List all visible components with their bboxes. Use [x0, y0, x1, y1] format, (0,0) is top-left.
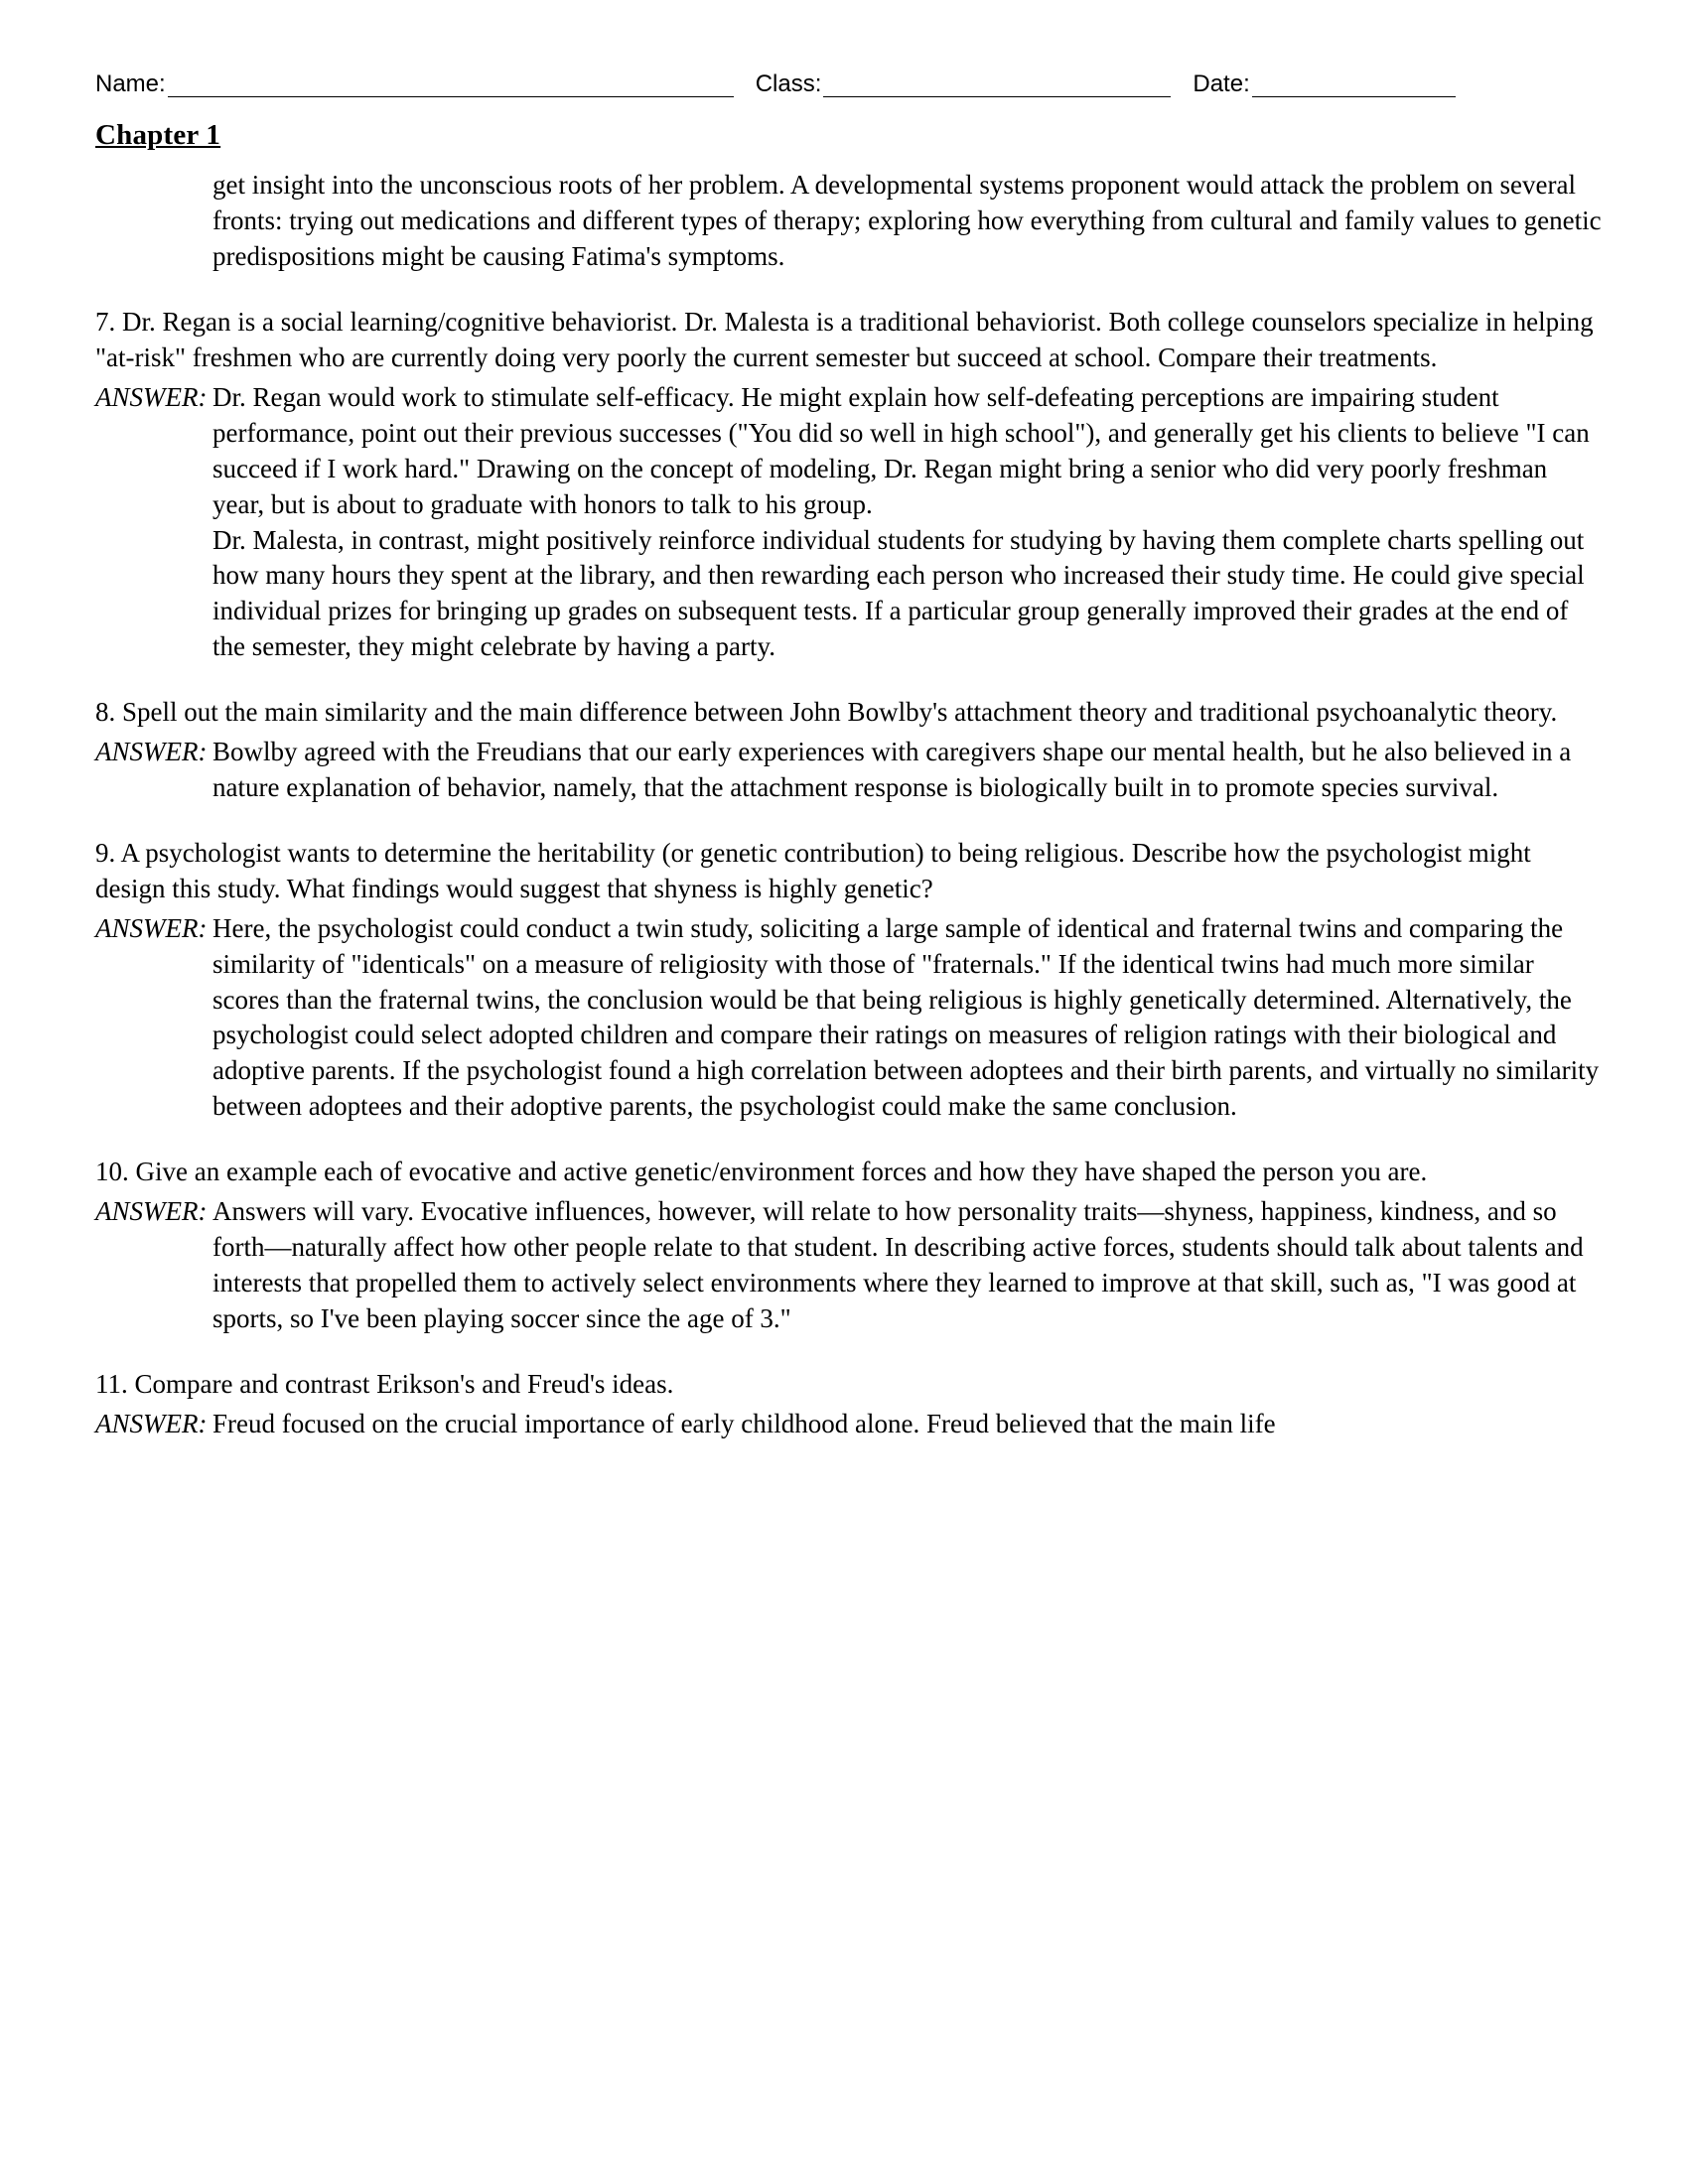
answer-paragraph: Answers will vary. Evocative influences, however, will relate to how personality traits—shyness, happiness, kindness, and so forth—naturally affect how other people relate to that student. In describing active forces, students should talk about talents and interests that propelled them to actively select environments where they learned to improve at that skill, such as, "I was good at sports, so I've been playing soccer since the age of 3." — [212, 1196, 1584, 1333]
answer-paragraph: Freud focused on the crucial importance of early childhood alone. Freud believed that the main life — [212, 1408, 1276, 1438]
continuation-paragraph: get insight into the unconscious roots of her problem. A developmental systems proponent would attack the problem on several fronts: trying out medications and different types of therapy; exploring how everything from cultural and family values to genetic predispositions might be causing Fatima's symptoms. — [212, 170, 1602, 272]
class-label: Class: — [755, 70, 822, 97]
question-text: 8. Spell out the main similarity and the main difference between John Bowlby's attachment theory and traditional psychoanalytic theory. — [95, 697, 1558, 728]
answer-label: ANSWER: — [95, 1408, 208, 1438]
name-input-line[interactable] — [168, 76, 734, 97]
answer-row — [95, 735, 1605, 806]
answer-label: ANSWER: — [95, 737, 208, 767]
chapter-title: Chapter 1 — [95, 119, 221, 152]
answer-row — [95, 380, 1605, 665]
question-text: 9. A psychologist wants to determine the heritability (or genetic contribution) to being religious. Describe how the psychologist might design this study. What findings would suggest that shyness is highly genetic? — [95, 837, 1531, 903]
answer-label: ANSWER: — [95, 381, 208, 412]
answer-row — [95, 911, 1605, 1125]
question-item-9 — [95, 836, 1605, 1125]
question-item-10 — [95, 1155, 1605, 1337]
answer-row — [95, 1194, 1605, 1337]
question-item-8 — [95, 695, 1605, 806]
name-label: Name: — [95, 70, 166, 97]
answer-paragraph: Bowlby agreed with the Freudians that our early experiences with caregivers shape our mental health, but he also believed in a nature explanation of behavior, namely, that the attachment response is biologically built in to promote species survival. — [212, 737, 1572, 802]
answer-label: ANSWER: — [95, 912, 208, 943]
answer-paragraph: Here, the psychologist could conduct a twin study, soliciting a large sample of identical and fraternal twins and comparing the similarity of "identicals" on a measure of religiosity with those of "fraternals." If the identical twins had much more similar scores than the fraternal twins, the conclusion would be that being religious is highly genetically determined. Alternatively, the psychologist could select adopted children and compare their ratings on measures of religion ratings with their biological and adoptive parents. If the psychologist found a high correlation between adoptees and their birth parents, and virtually no similarity between adoptees and their adoptive parents, the psychologist could make the same conclusion. — [212, 912, 1600, 1122]
date-input-line[interactable] — [1252, 76, 1456, 97]
answer-paragraph: Dr. Regan would work to stimulate self-efficacy. He might explain how self-defeating perceptions are impairing student performance, point out their previous successes ("You did so well in high school"), and generally get his clients to believe "I can succeed if I work hard." Drawing on the concept of modeling, Dr. Regan might bring a senior who did very poorly freshman year, but is about to graduate with honors to talk to his group. — [212, 381, 1590, 519]
answer-body — [212, 735, 1605, 806]
answer-body — [212, 911, 1605, 1125]
worksheet-header — [95, 71, 1605, 97]
class-input-line[interactable] — [823, 76, 1171, 97]
answer-body — [212, 1194, 1605, 1337]
answer-body — [212, 1407, 1605, 1442]
question-item-7 — [95, 305, 1605, 665]
date-label: Date: — [1193, 70, 1250, 97]
answer-body — [212, 380, 1605, 665]
question-text: 7. Dr. Regan is a social learning/cognitive behaviorist. Dr. Malesta is a traditional behaviorist. Both college counselors specialize in helping "at-risk" freshmen who are currently doing very poorly the current semester but succeed at school. Compare their treatments. — [95, 307, 1594, 373]
answer-label: ANSWER: — [95, 1196, 208, 1227]
question-text: 11. Compare and contrast Erikson's and Freud's ideas. — [95, 1368, 674, 1399]
question-item-11 — [95, 1367, 1605, 1442]
question-text: 10. Give an example each of evocative and active genetic/environment forces and how they have shaped the person you are. — [95, 1157, 1428, 1187]
answer-paragraph: Dr. Malesta, in contrast, might positively reinforce individual students for studying by having them complete charts spelling out how many hours they spent at the library, and then rewarding each person who increased their study time. He could give special individual prizes for bringing up grades on subsequent tests. If a particular group generally improved their grades at the end of the semester, they might celebrate by having a party. — [212, 524, 1585, 662]
answer-row — [95, 1407, 1605, 1442]
